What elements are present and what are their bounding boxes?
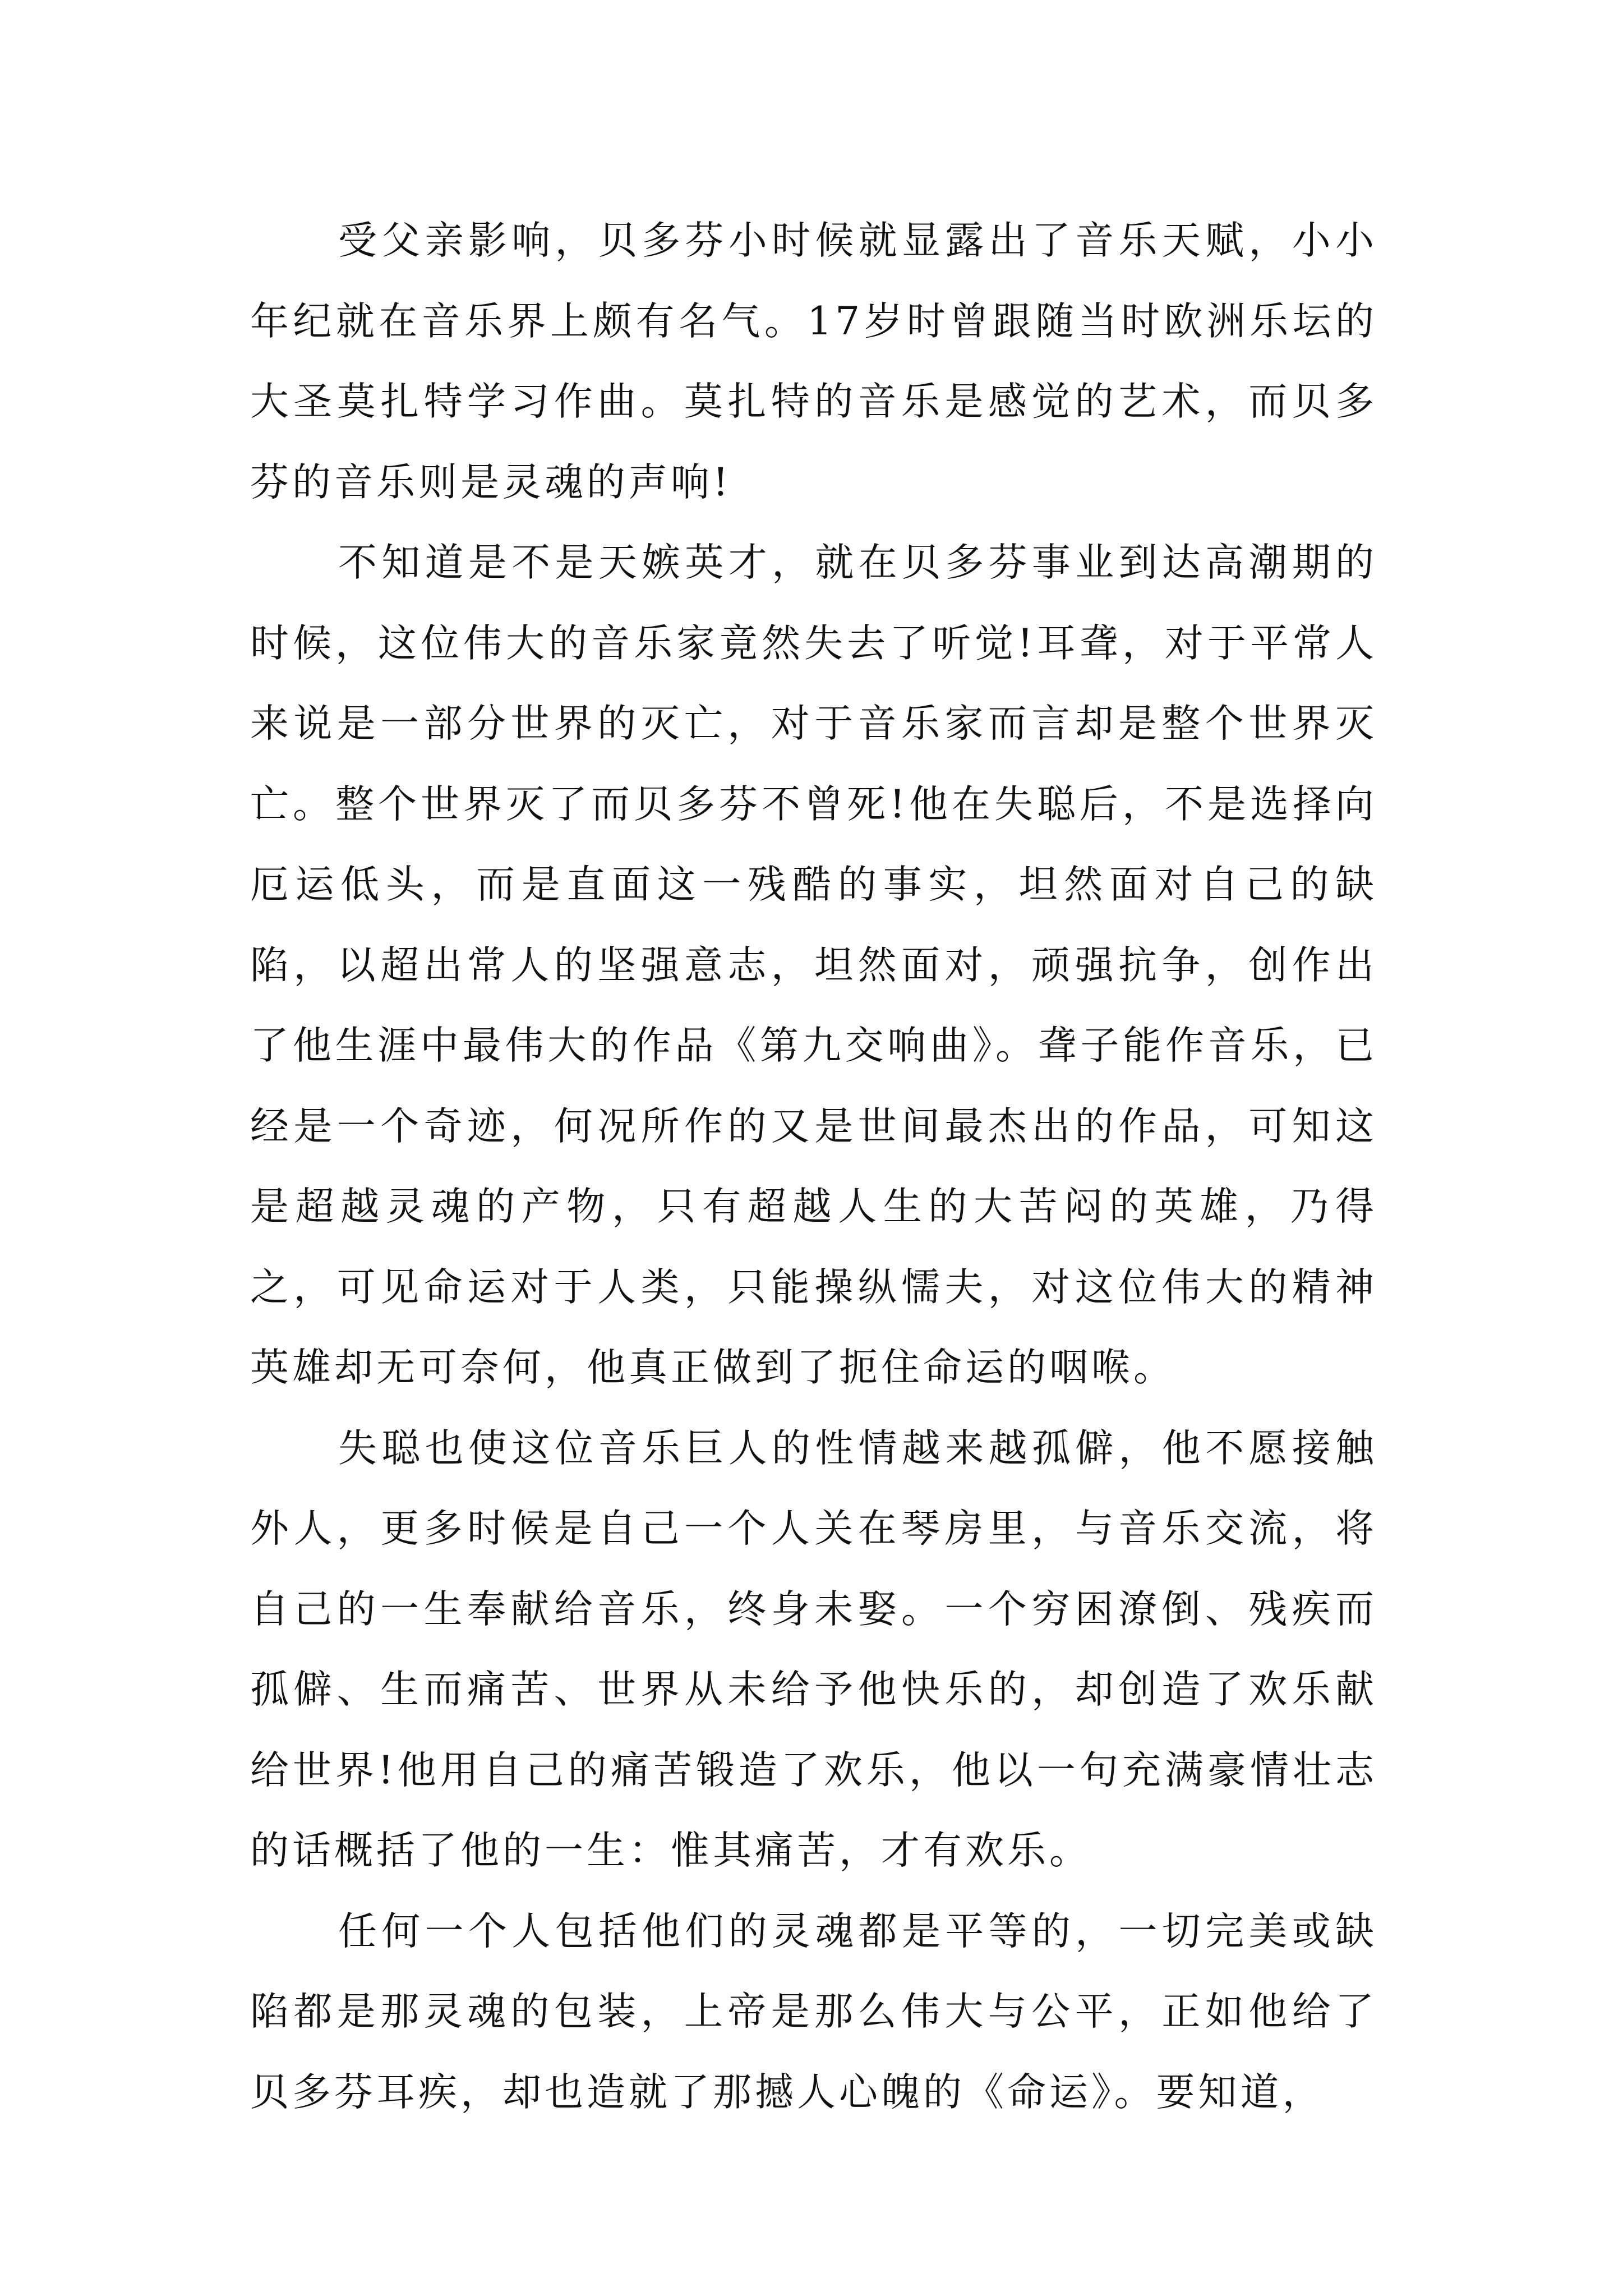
paragraph: 任何一个人包括他们的灵魂都是平等的，一切完美或缺陷都是那灵魂的包装，上帝是那么伟大与公平，正如他给了贝多芬耳疾，却也造就了那撼人心魄的《命运》。要知道，: [250, 1908, 1377, 2115]
body-text: [250, 201, 1377, 2133]
paragraph: 失聪也使这位音乐巨人的性情越来越孤僻，他不愿接触外人，更多时候是自己一个人关在琴房里，与音乐交流，将自己的一生奉献给音乐，终身未娶。一个穷困潦倒、残疾而孤僻、生而痛苦、世界从未给予他快乐的，却创造了欢乐献给世界!他用自己的痛苦锻造了欢乐，他以一句充满豪情壮志的话概括了他的一生：惟其痛苦，才有欢乐。: [250, 1425, 1377, 1873]
paragraph: 不知道是不是天嫉英才，就在贝多芬事业到达高潮期的时候，这位伟大的音乐家竟然失去了听觉!耳聋，对于平常人来说是一部分世界的灭亡，对于音乐家而言却是整个世界灭亡。整个世界灭了而贝多芬不曾死!他在失聪后，不是选择向厄运低头，而是直面这一残酷的事实，坦然面对自己的缺陷，以超出常人的坚强意志，坦然面对，顽强抗争，创作出了他生涯中最伟大的作品《第九交响曲》。聋子能作音乐，已经是一个奇迹，何况所作的又是世间最杰出的作品，可知这是超越灵魂的产物，只有超越人生的大苦闷的英雄，乃得之，可见命运对于人类，只能操纵懦夫，对这位伟大的精神英雄却无可奈何，他真正做到了扼住命运的咽喉。: [250, 540, 1377, 1390]
paragraph: 受父亲影响，贝多芬小时候就显露出了音乐天赋，小小年纪就在音乐界上颇有名气。17岁时曾跟随当时欧洲乐坛的大圣莫扎特学习作曲。莫扎特的音乐是感觉的艺术，而贝多芬的音乐则是灵魂的声响!: [250, 218, 1377, 505]
